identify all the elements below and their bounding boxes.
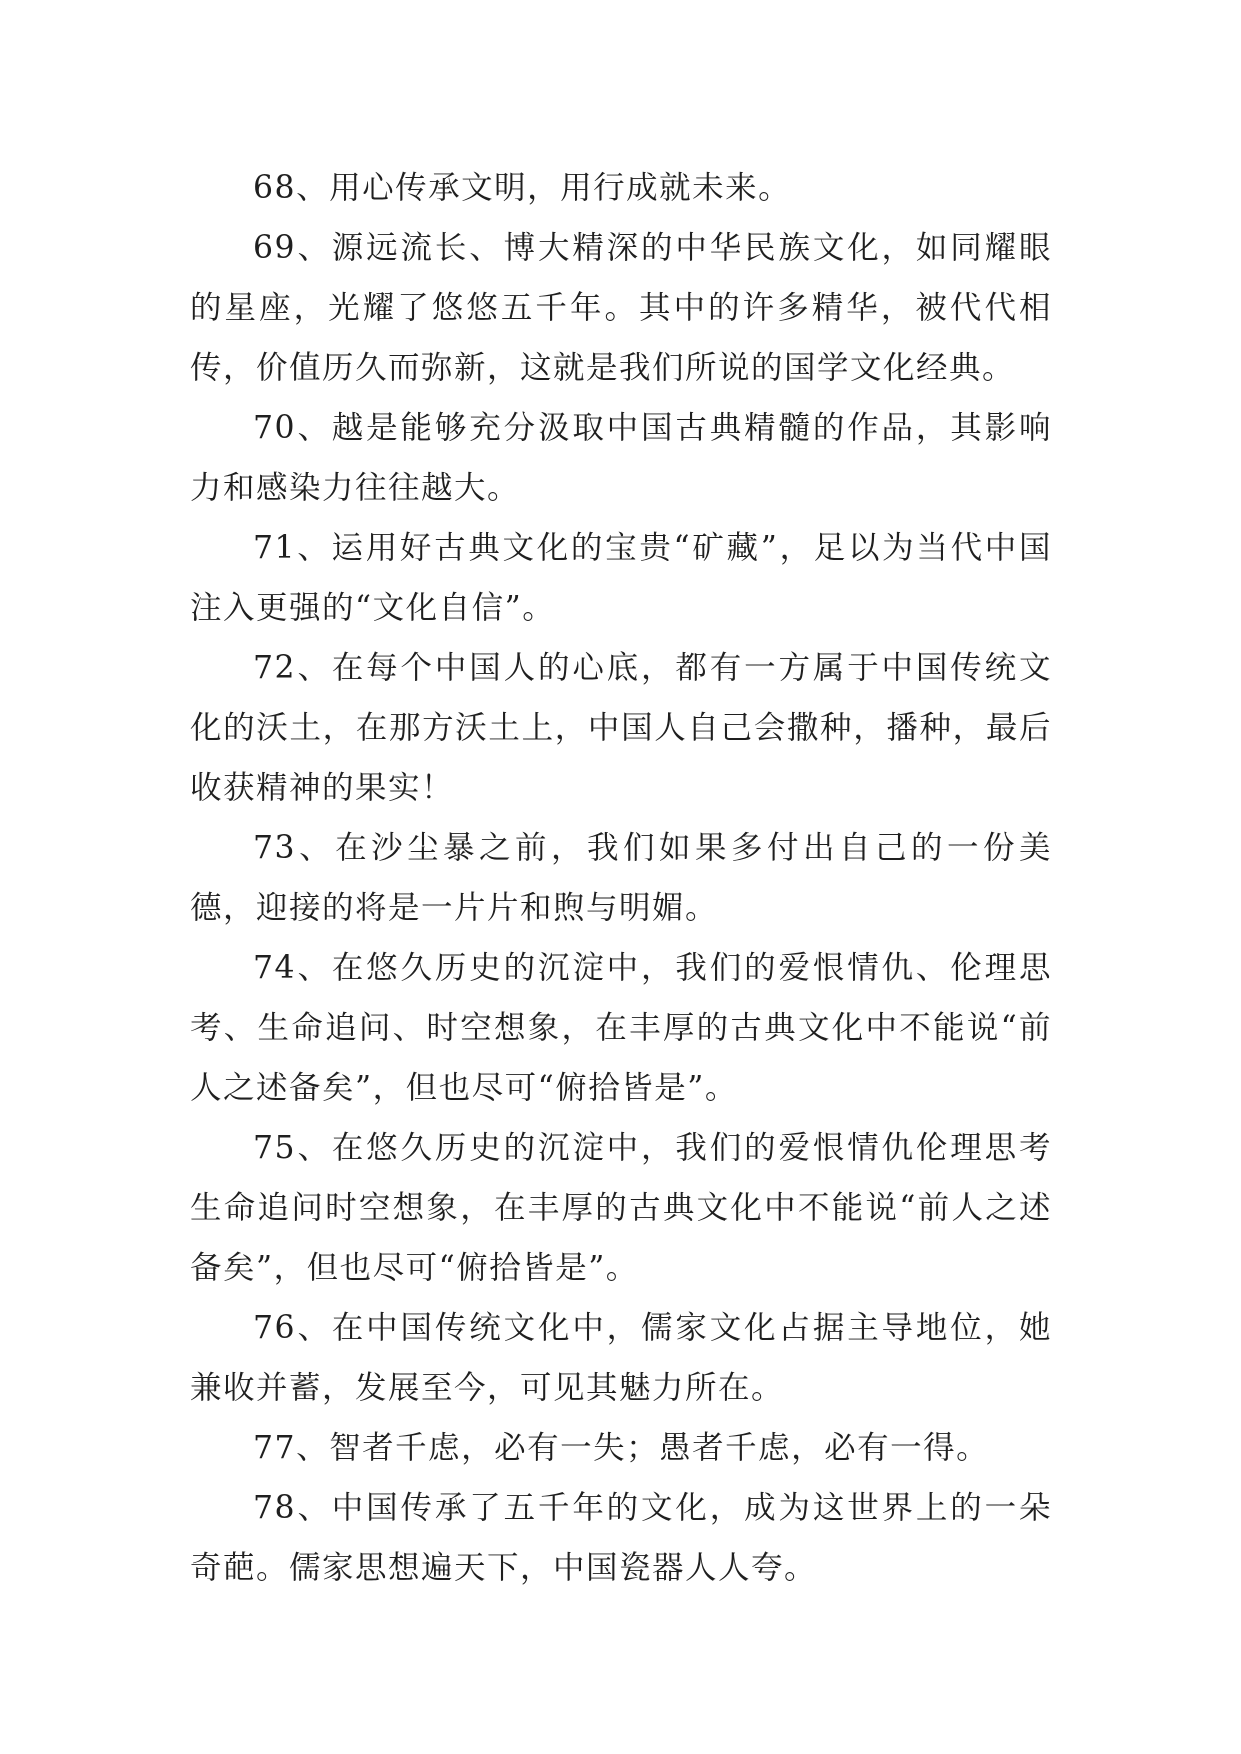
paragraph-69: 69、源远流长、博大精深的中华民族文化，如同耀眼的星座，光耀了悠悠五千年。其中的许多精华，被代代相传，价值历久而弥新，这就是我们所说的国学文化经典。 [190, 230, 1052, 386]
paragraph-68: 68、用心传承文明，用行成就未来。 [253, 170, 792, 206]
paragraph-70: 70、越是能够充分汲取中国古典精髓的作品，其影响力和感染力往往越大。 [190, 410, 1052, 506]
paragraph-72: 72、在每个中国人的心底，都有一方属于中国传统文化的沃土，在那方沃土上，中国人自己会撒种，播种，最后收获精神的果实！ [190, 650, 1052, 806]
paragraph-75: 75、在悠久历史的沉淀中，我们的爱恨情仇伦理思考生命追问时空想象，在丰厚的古典文化中不能说“前人之述备矣”，但也尽可“俯拾皆是”。 [190, 1130, 1052, 1286]
paragraph-77: 77、智者千虑，必有一失；愚者千虑，必有一得。 [253, 1430, 990, 1466]
paragraph-78: 78、中国传承了五千年的文化，成为这世界上的一朵奇葩。儒家思想遍天下，中国瓷器人人夸。 [190, 1490, 1052, 1586]
paragraph-74: 74、在悠久历史的沉淀中，我们的爱恨情仇、伦理思考、生命追问、时空想象，在丰厚的古典文化中不能说“前人之述备矣”，但也尽可“俯拾皆是”。 [190, 950, 1052, 1106]
paragraph-73: 73、在沙尘暴之前，我们如果多付出自己的一份美德，迎接的将是一片片和煦与明媚。 [190, 830, 1052, 926]
paragraph-76: 76、在中国传统文化中，儒家文化占据主导地位，她兼收并蓄，发展至今，可见其魅力所在。 [190, 1310, 1052, 1406]
document-body [190, 158, 1052, 1598]
paragraph-71: 71、运用好古典文化的宝贵“矿藏”，足以为当代中国注入更强的“文化自信”。 [190, 530, 1052, 626]
